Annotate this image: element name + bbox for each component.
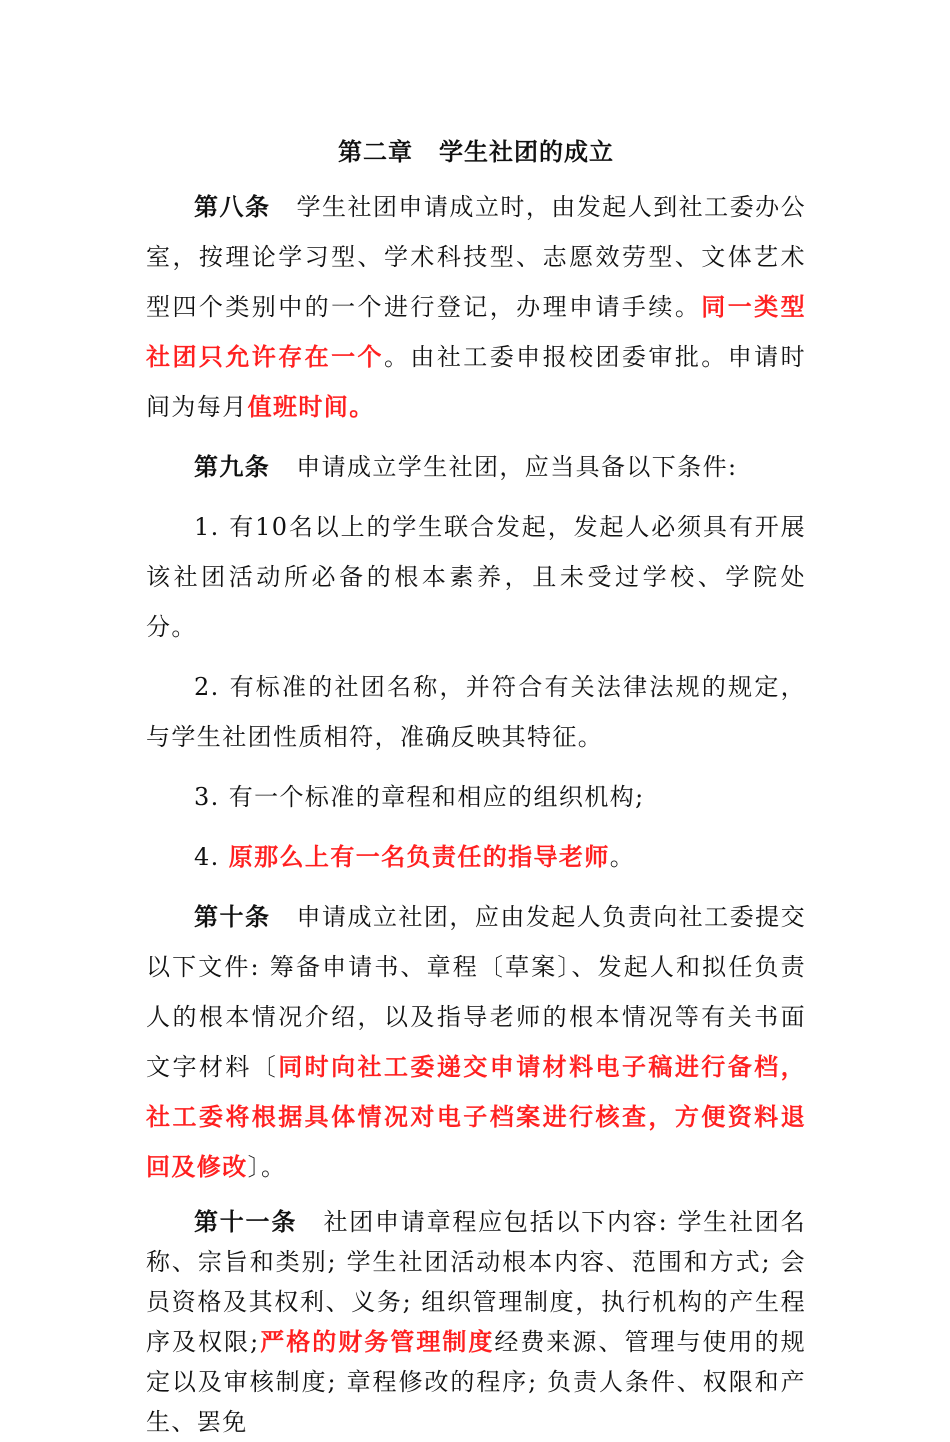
article-11 xyxy=(146,1202,806,1442)
chapter-name: 学生社团的成立 xyxy=(439,137,614,166)
article-10-highlight: 同时向社工委递交申请材料电子稿进行备档，社工委将根据具体情况对电子档案进行核查，方便资料退回及修改 xyxy=(146,1052,807,1181)
article-10-label: 第十条 xyxy=(194,902,271,931)
article-9-label: 第九条 xyxy=(194,452,271,481)
article-10 xyxy=(146,892,806,1192)
condition-item-4-highlight: 原那么上有一名负责任的指导老师 xyxy=(228,842,610,871)
chapter-title xyxy=(146,126,806,178)
article-11-highlight: 严格的财务管理制度 xyxy=(259,1327,495,1356)
condition-item-3: 3. 有一个标准的章程和相应的组织机构; xyxy=(194,783,645,811)
article-10-text-2: 〕。 xyxy=(247,1153,287,1181)
chapter-number: 第二章 xyxy=(338,137,413,166)
article-8-text-1: 学生社团申请成立时，由发起人到社工委办公室，按理论学习型、学术科技型、志愿效劳型、文体艺术型四个类别中的一个进行登记，办理申请手续。 xyxy=(146,193,806,321)
article-9 xyxy=(146,442,806,492)
article-11-text-2: 经费来源、管理与使用的规定以及审核制度; 章程修改的程序; 负责人条件、权限和产生、罢免 xyxy=(146,1328,806,1436)
article-8-label: 第八条 xyxy=(194,192,271,221)
condition-item-4 xyxy=(146,832,806,882)
condition-item-4-prefix: 4. xyxy=(194,843,229,871)
article-10-text-1: 申请成立社团，应由发起人负责向社工委提交以下文件: 筹备申请书、章程〔草案〕、发起人和拟任负责人的根本情况介绍，以及指导老师的根本情况等有关书面文字材料〔 xyxy=(146,903,806,1081)
document-page xyxy=(146,126,806,1442)
condition-item-4-suffix: 。 xyxy=(609,843,636,871)
article-8 xyxy=(146,182,806,432)
article-8-highlight-1: 同一类型社团只允许存在一个 xyxy=(146,292,806,371)
article-8-highlight-2: 值班时间。 xyxy=(247,392,375,421)
article-11-label: 第十一条 xyxy=(194,1207,298,1236)
article-9-text: 申请成立学生社团，应当具备以下条件: xyxy=(296,453,738,481)
condition-item-1: 1. 有10名以上的学生联合发起，发起人必须具有开展该社团活动所必备的根本素养，且未受过学校、学院处分。 xyxy=(146,513,806,641)
article-8-text-2: 。由社工委申报校团委审批。申请时间为每月 xyxy=(146,343,806,421)
article-11-text-1: 社团申请章程应包括以下内容: 学生社团名称、宗旨和类别; 学生社团活动根本内容、范围和方式; 会员资格及其权利、义务; 组织管理制度，执行机构的产生程序及权限; xyxy=(146,1208,806,1356)
condition-item-2: 2. 有标准的社团名称，并符合有关法律法规的规定，与学生社团性质相符，准确反映其特征。 xyxy=(146,673,806,751)
